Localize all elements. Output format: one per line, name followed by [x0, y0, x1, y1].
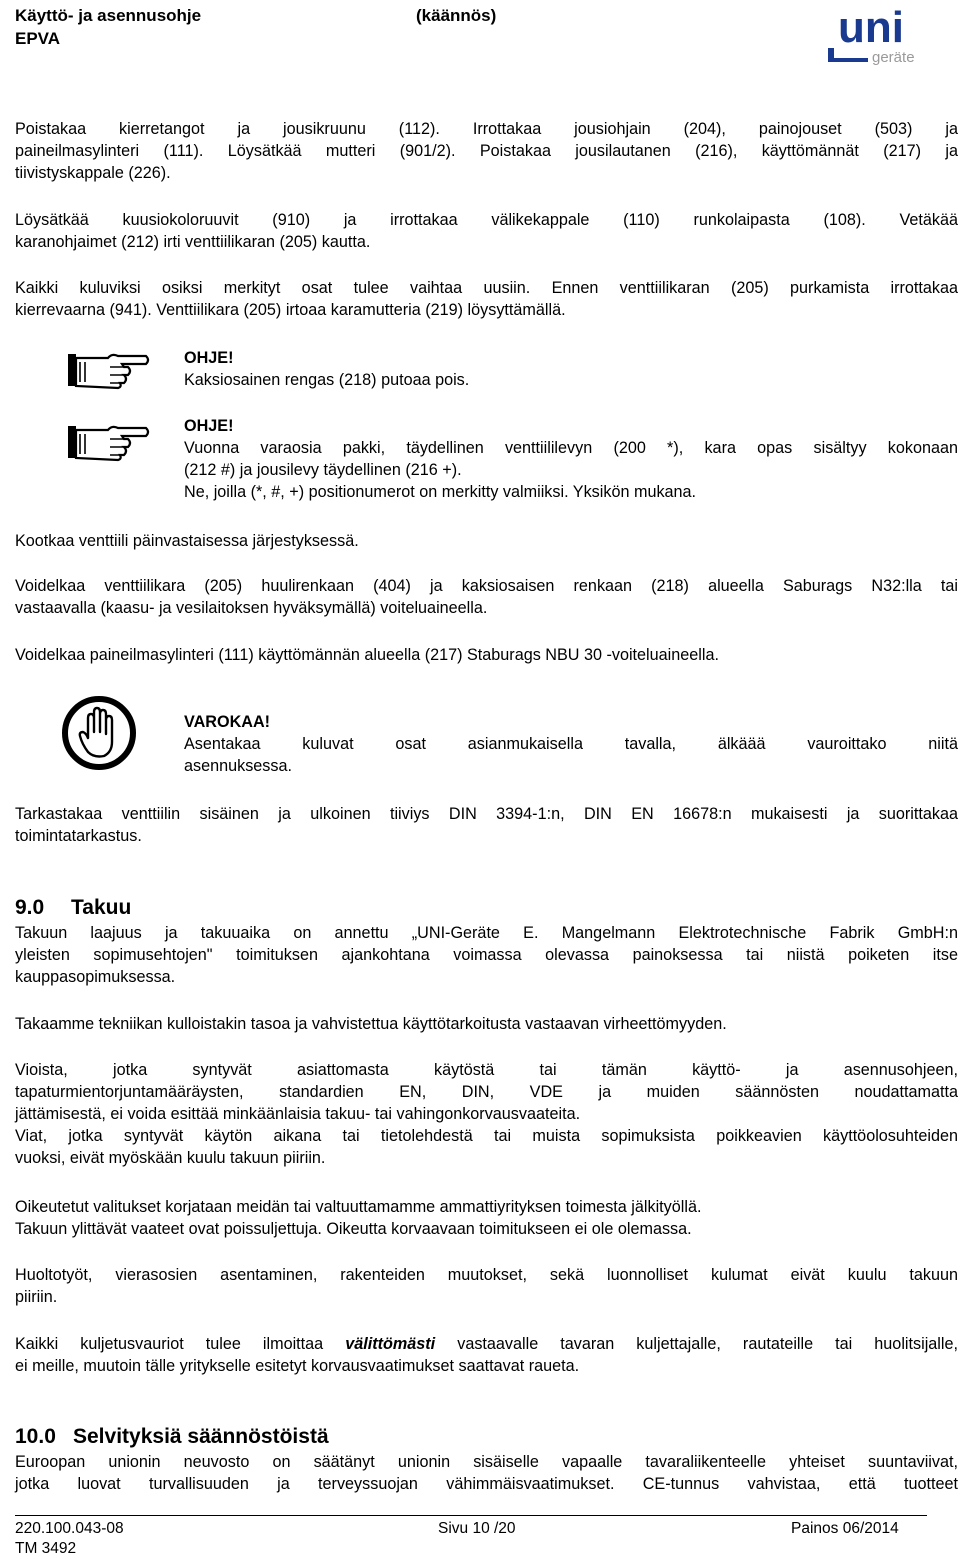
text-line: tapaturmientorjuntamääräysten, standardien EN, DIN, VDE ja muiden säännösten noudattamatta: [15, 1083, 958, 1101]
section-heading-warranty: [15, 896, 131, 920]
text-line: vastaavalla (kaasu- ja vesilaitoksen hyväksymällä) voiteluaineella.: [15, 599, 488, 617]
paragraph-wear-parts: [15, 277, 958, 321]
text-line: Kaikki kuluviksi osiksi merkityt osat tulee vaihtaa uusiin. Ennen venttiilikaran (205) purkamista irrottakaa: [15, 279, 958, 297]
paragraph-warranty-maintenance: [15, 1264, 958, 1308]
text-line: vuoksi, eivät myöskään kuulu takuun piiriin.: [15, 1149, 326, 1167]
paragraph-lubrication-2: [15, 644, 958, 666]
paragraph-eu-regulations: [15, 1451, 958, 1495]
text-line: Vioista, jotka syntyvät asiattomasta käytöstä tai tämän käyttö- ja asennusohjeen,: [15, 1061, 958, 1079]
paragraph-warranty-guarantee: [15, 1013, 958, 1035]
paragraph-disassembly-1: [15, 118, 958, 184]
note-title: OHJE!: [184, 349, 234, 367]
text-line: Voidelkaa venttiilikara (205) huulirenkaan (404) ja kaksiosaisen renkaan (218) alueella Saburags N32:lla tai: [15, 577, 958, 595]
text-line: Voidelkaa paineilmasylinteri (111) käyttömännän alueella (217) Staburags NBU 30 -voiteluaineella.: [15, 646, 719, 664]
pointing-hand-icon: [66, 422, 150, 468]
paragraph-reassembly: [15, 530, 958, 552]
text-line: Takuun ylittävät vaateet ovat poissuljettuja. Oikeutta korvaavaan toimitukseen ei ole olemassa.: [15, 1220, 692, 1238]
section-number: 9.0: [15, 896, 45, 919]
text-line: Euroopan unionin neuvosto on säätänyt unionin sisäiselle vapaalle tavaraliikenteelle yhteiset suuntaviivat,: [15, 1453, 958, 1471]
warning-text-line: Asentakaa kuluvat osat asianmukaisella tavalla, älkäää vauroittako niitä: [184, 735, 958, 753]
warning-title: VAROKAA!: [184, 713, 271, 731]
paragraph-lubrication-1: [15, 575, 958, 619]
paragraph-warranty-exclusions: [15, 1059, 958, 1169]
text-line: Takuun laajuus ja takuuaika on annettu „UNI-Geräte E. Mangelmann Elektrotechnische Fabrik GmbH:n: [15, 924, 958, 942]
note-title: OHJE!: [184, 417, 234, 435]
note-ring-falls-off: [184, 347, 958, 391]
note-text-line: (212 #) ja jousilevy täydellinen (216 +).: [184, 461, 462, 479]
text-line: yleisten sopimusehtojen" toimituksen ajankohtana voimassa olevassa painoksessa tai niistä poiketen itse: [15, 946, 958, 964]
section-title: Selvityksiä säännöstöistä: [73, 1425, 329, 1448]
pointing-hand-icon: [66, 350, 150, 396]
text-line: Tarkastakaa venttiilin sisäinen ja ulkoinen tiiviys DIN 3394-1:n, DIN EN 16678:n mukaisesti ja suorittakaa: [15, 805, 958, 823]
document-title: Käyttö- ja asennusohje: [15, 6, 202, 25]
logo-wordmark: uni: [838, 3, 904, 52]
emphasis-immediately: välittömästi: [345, 1335, 436, 1353]
paragraph-tightness-check: [15, 803, 958, 847]
section-number: 10.0: [15, 1425, 56, 1448]
text-line: Poistakaa kierretangot ja jousikruunu (112). Irrottakaa jousiohjain (204), painojouset (503) ja: [15, 120, 958, 138]
note-text-line: Vuonna varaosia pakki, täydellinen venttiililevyn (200 *), kara opas sisältyy kokonaan: [184, 439, 958, 457]
paragraph-warranty-scope: [15, 922, 958, 988]
text-line: Kaikki kuljetusvauriot tulee ilmoittaa välittömästi vastaavalle tavaran kuljettajalle, rautateille tai huolitsijalle,: [15, 1335, 958, 1353]
text-line: jättämisestä, ei voida esittää minkäänlaisia takuu- tai vahingonkorvausvaateita.: [15, 1105, 581, 1123]
paragraph-transport-damage: [15, 1333, 958, 1377]
text-line: piiriin.: [15, 1288, 58, 1306]
logo-subtext: geräte: [872, 49, 915, 66]
text-line: Löysätkää kuusiokoloruuvit (910) ja irrottakaa välikekappale (110) runkolaipasta (108). Vetäkää: [15, 211, 958, 229]
uni-logo: [828, 2, 948, 66]
footer-page-number: Sivu 10 /20: [438, 1520, 516, 1537]
note-spare-parts-kit: [184, 415, 958, 503]
warning-text-line: asennuksessa.: [184, 757, 292, 775]
text-line: Viat, jotka syntyvät käytön aikana tai tietolehdestä tai muista sopimuksista poikkeavien käyttöolosuhteiden: [15, 1127, 958, 1145]
text-line: toimintatarkastus.: [15, 827, 142, 845]
text-line: Huoltotyöt, vierasosien asentaminen, rakenteiden muutokset, sekä luonnolliset kulumat eivät kuulu takuun: [15, 1266, 958, 1284]
footer-doc-number: 220.100.043-08: [15, 1520, 124, 1537]
text-line: jotka luovat turvallisuuden ja terveyssuojan vähimmäisvaatimukset. CE-tunnus vahvistaa, että tuotteet: [15, 1475, 958, 1493]
text-line: Kootkaa venttiili päinvastaisessa järjestyksessä.: [15, 532, 359, 550]
footer-tm: TM 3492: [15, 1540, 77, 1557]
text-line: kauppasopimuksessa.: [15, 968, 176, 986]
text-line: karanohjaimet (212) irti venttiilikaran (205) kautta.: [15, 233, 371, 251]
warning-careful-installation: [184, 711, 958, 777]
paragraph-warranty-claims: [15, 1196, 958, 1240]
text-line: kierrevaarna (941). Venttiilikara (205) irtoaa karamutteria (219) löysyttämällä.: [15, 301, 566, 319]
footer-edition: Painos 06/2014: [791, 1520, 899, 1537]
text-line: Oikeutetut valitukset korjataan meidän tai valtuuttamamme ammattiyrityksen toimesta jälkityöllä.: [15, 1198, 702, 1216]
translation-note: (käännös): [416, 6, 497, 25]
text-line: tiivistyskappale (226).: [15, 164, 171, 182]
stop-hand-icon: [60, 694, 138, 778]
text-line: ei meille, muutoin tälle yritykselle esitetyt korvausvaatimukset saattavat raueta.: [15, 1357, 580, 1375]
text-line: Takaamme tekniikan kulloistakin tasoa ja vahvistettua käyttötarkoitusta vastaavan virheettömyyden.: [15, 1015, 727, 1033]
section-heading-regulations: [15, 1425, 329, 1449]
section-title: Takuu: [71, 896, 132, 919]
footer-divider: [15, 1515, 927, 1516]
paragraph-disassembly-2: [15, 209, 958, 253]
product-code: EPVA: [15, 29, 61, 48]
note-text-line: Ne, joilla (*, #, +) positionumerot on merkitty valmiiksi. Yksikön mukana.: [184, 483, 697, 501]
text-line: paineilmasylinteri (111). Löysätkää mutteri (901/2). Poistakaa jousilautanen (216), käyttömännät (217) ja: [15, 142, 958, 160]
note-text-line: Kaksiosainen rengas (218) putoaa pois.: [184, 371, 470, 389]
